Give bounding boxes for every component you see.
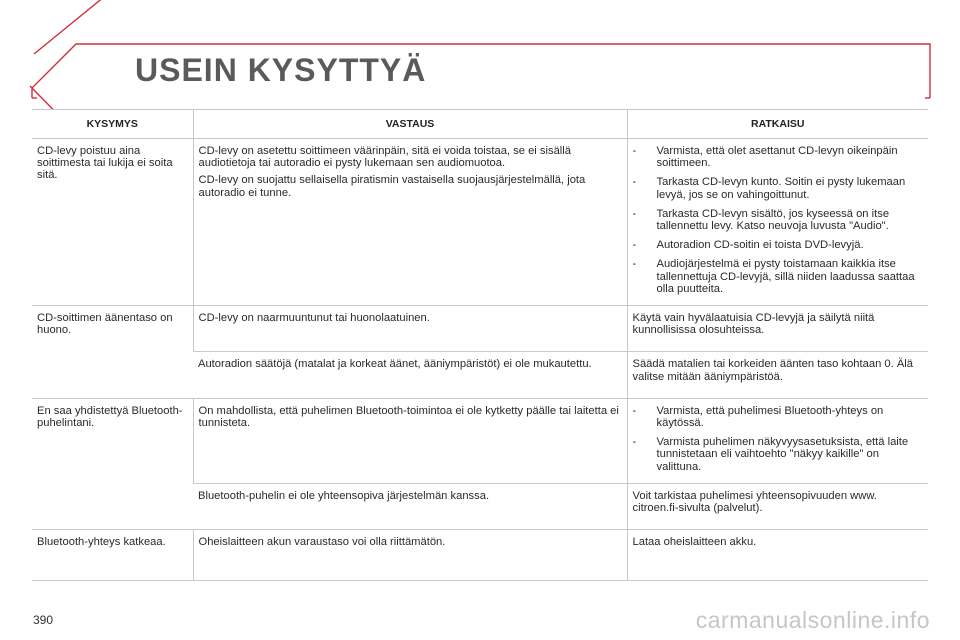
solution-cell [627,483,928,529]
column-header-answer: VASTAUS [193,110,627,139]
question-cell: En saa yhdistettyä Bluetooth-puhelintani. [32,398,193,529]
page-number: 390 [33,613,54,627]
faq-table [32,109,928,581]
solution-item: - Varmista, että puhelimesi Bluetooth-yhteys on käytössä. [633,405,922,429]
column-header-solution: RATKAISU [627,110,928,139]
watermark: carmanualsonline.info [695,607,930,633]
solution-text: Säädä matalien tai korkeiden äänten taso kohtaan 0. Älä valitse mitään ääniympäristöä. [632,358,914,383]
answer-text: Bluetooth-puhelin ei ole yhteensopiva järjestelmän kanssa. [198,489,490,502]
table-row [32,398,928,483]
answer-cell [193,352,627,398]
solution-text: Voit tarkistaa puhelimesi yhteensopivuuden www. citroen.fi-sivulta (palvelut). [632,489,877,515]
solution-list [633,145,922,295]
question-cell: Bluetooth-yhteys katkeaa. [32,530,193,581]
answer-text: Autoradion säätöjä (matalat ja korkeat äänet, ääniympäristöt) ei ole mukautettu. [198,358,592,371]
table-row [32,139,928,306]
table-header-row [32,110,928,139]
solution-cell [627,139,928,306]
solution-cell [627,530,928,581]
column-header-question: KYSYMYS [32,110,193,139]
solution-item: - Autoradion CD-soitin ei toista DVD-levyjä. [633,239,922,251]
answer-text: CD-levy on naarmuuntunut tai huonolaatuinen. [198,312,430,325]
solution-item: - Audiojärjestelmä ei pysty toistamaan kaikkia itse tallennettuja CD-levyjä, sillä niiden laadussa saattaa olla puutteita. [633,258,922,295]
solution-cell [627,352,928,398]
solution-item: - Tarkasta CD-levyn sisältö, jos kyseessä on itse tallennettu levy. Katso neuvoja luvusta "Audio". [633,208,922,232]
page-title: USEIN KYSYTTYÄ [135,52,427,88]
solution-list [633,405,922,473]
question-cell: CD-levy poistuu aina soittimesta tai lukija ei soita sitä. [32,139,193,306]
solution-item: - Varmista, että olet asettanut CD-levyn oikeinpäin soittimeen. [633,145,922,169]
solution-cell [627,306,928,352]
answer-cell [193,139,627,306]
answer-cell [193,483,627,529]
solution-text: Käytä vain hyvälaatuisia CD-levyjä ja säilytä niitä kunnollisissa olosuhteissa. [632,312,875,337]
question-cell: CD-soittimen äänentaso on huono. [32,306,193,399]
answer-cell [193,306,627,352]
answer-text: Oheislaitteen akun varaustaso voi olla riittämätön. [198,536,446,549]
table-row [32,530,928,581]
table-row [32,306,928,352]
solution-item: - Tarkasta CD-levyn kunto. Soitin ei pysty lukemaan levyä, jos se on vahingoittunut. [633,176,922,200]
solution-cell [627,398,928,483]
solution-item: - Varmista puhelimen näkyvyysasetuksista, että laite tunnistetaan eli vaihtoehto "näkyy kaikille" on valittuna. [633,436,922,473]
answer-text: CD-levy on suojattu sellaisella piratismin vastaisella suojausjärjestelmällä, jota autoradio ei tunne. [198,174,586,199]
answer-cell [193,530,627,581]
answer-text: CD-levy on asetettu soittimeen väärinpäin, sitä ei voida toistaa, se ei sisällä audiotietoja tai autoradio ei pysty lukemaan sen audiomuotoa. [198,145,571,170]
solution-text: Lataa oheislaitteen akku. [632,536,757,549]
answer-cell [193,398,627,483]
answer-text: On mahdollista, että puhelimen Bluetooth-toimintoa ei ole kytketty päälle tai laitetta ei tunnisteta. [198,404,619,430]
